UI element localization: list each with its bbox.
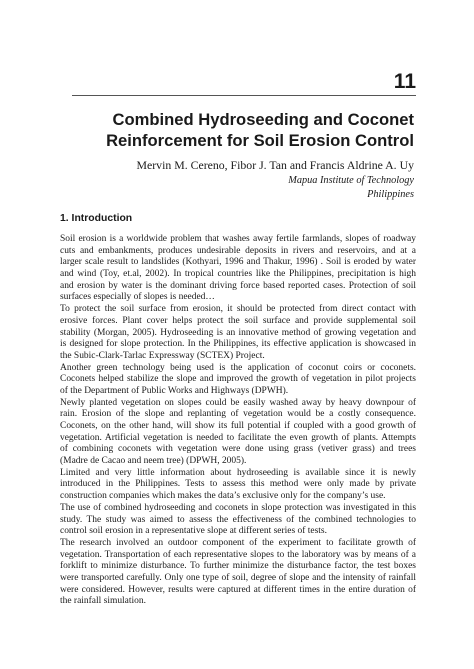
body-text xyxy=(60,234,416,608)
body-line: the rainfall simulation. xyxy=(60,596,146,607)
affiliation-institution: Mapua Institute of Technology xyxy=(288,175,414,186)
body-line: vegetation. Artificial vegetation is needed to facilitate the even growth of plants. Attempts xyxy=(60,432,416,443)
body-line: vegetation. Transportation of each representative slopes to the laboratory was by means of a xyxy=(60,549,416,560)
body-line: Limited and very little information about hydroseeding is available since it is newly xyxy=(60,467,416,478)
header-rule xyxy=(72,95,416,96)
affiliation-country: Philippines xyxy=(367,189,414,200)
body-line: Coconets helped stabilize the slope and improved the growth of vegetation in pilot projects xyxy=(60,374,416,385)
body-line: and wind (Toy, et.al, 2002). In tropical countries like the Philippines, precipitation is high xyxy=(60,269,416,280)
chapter-title-line: Reinforcement for Soil Erosion Control xyxy=(106,131,414,150)
chapter-title xyxy=(44,109,414,151)
body-line: construction companies which makes the data’s exclusive only for the company’s use. xyxy=(60,491,386,502)
body-line: is designed for slope protection. In the Philippines, its effective application is showcased in xyxy=(60,339,416,350)
body-line: To protect the soil surface from erosion, it should be protected from direct contact with xyxy=(60,304,416,315)
body-line: Newly planted vegetation on slopes could be easily washed away by heavy downpour of xyxy=(60,397,416,408)
body-line: the Subic-Clark-Tarlac Expressway (SCTEX) Project. xyxy=(60,350,265,361)
section-heading: 1. Introduction xyxy=(60,213,133,224)
chapter-title-line: Combined Hydroseeding and Coconet xyxy=(112,110,414,129)
author-list: Mervin M. Cereno, Fibor J. Tan and Francis Aldrine A. Uy xyxy=(136,158,414,172)
body-line: of combining coconets with vegetation were done using grass (vetiver grass) and trees xyxy=(60,444,416,455)
body-line: stability (Morgan, 2005). Hydroseeding is an innovative method of growing vegetation and xyxy=(60,327,416,338)
body-line: study. The study was aimed to assess the effectiveness of the combined technologies to xyxy=(60,514,416,525)
body-line: Another green technology being used is the application of coconut coirs or coconets. xyxy=(60,362,416,373)
body-line: forklift to minimize disturbance. To further minimize the disturbance factor, the test boxes xyxy=(60,561,416,572)
body-line: and erosion by water is the dominant driving force based reported cases. Protection of soil xyxy=(60,280,416,291)
body-line: Soil erosion is a worldwide problem that washes away fertile farmlands, slopes of roadway xyxy=(60,234,416,244)
body-line: cuts and embankments, produces undesirable deposits in rivers and reservoirs, and at a xyxy=(60,245,416,256)
body-line: erosive forces. Plant cover helps protect the soil surface and provide supplemental soil xyxy=(60,315,416,326)
body-line: were transported carefully. Only one type of soil, degree of slope and the intensity of rainfall xyxy=(60,572,416,583)
chapter-number: 11 xyxy=(393,70,416,93)
body-line: The use of combined hydroseeding and coconets in slope protection was investigated in this xyxy=(60,502,416,513)
body-line: rain. Erosion of the slope and replanting of vegetation would be a costly consequence. xyxy=(60,409,416,420)
body-line: surfaces especially of slopes is needed… xyxy=(60,292,215,303)
body-line: (Madre de Cacao and neem tree) (DPWH, 2005). xyxy=(60,456,247,467)
body-line: control soil erosion in a representative slope at different series of tests. xyxy=(60,526,327,537)
body-line: larger scale result to landslides (Kothyari, 1996 and Thakur, 1996) . Soil is eroded by water xyxy=(60,257,416,268)
body-line: introduced in the Philippines. Tests to assess this method were only made by private xyxy=(60,479,416,490)
body-line: were considered. However, results were captured at different times in the entire duration of xyxy=(60,584,416,595)
body-line: of the Department of Public Works and Highways (DPWH). xyxy=(60,385,289,396)
body-line: Coconets, on the other hand, will show its full potential if coupled with a good growth of xyxy=(60,421,416,431)
body-line: The research involved an outdoor component of the experiment to facilitate growth of xyxy=(60,537,416,548)
